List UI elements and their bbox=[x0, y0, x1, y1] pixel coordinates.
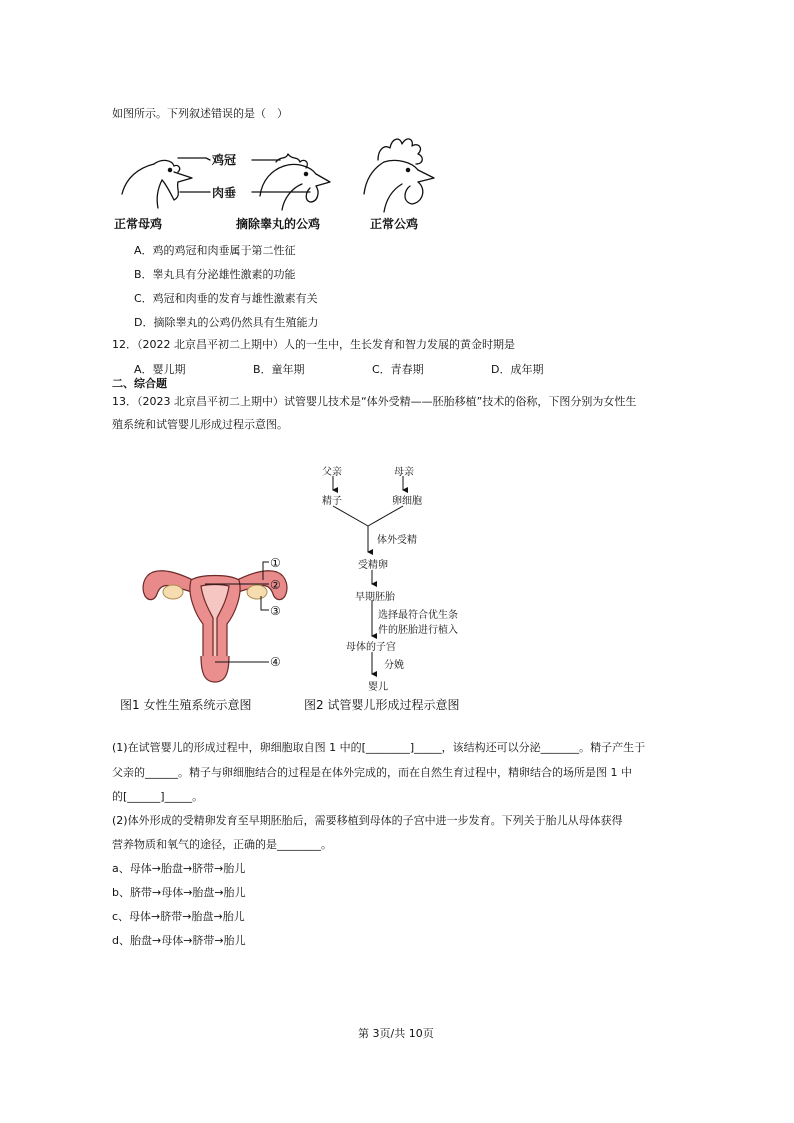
flow-selection-line2: 件的胚胎进行植入 bbox=[378, 625, 458, 636]
q12-option-b: B．童年期 bbox=[253, 363, 305, 376]
flow-fertilization: 体外受精 bbox=[377, 535, 417, 546]
capon-drawing bbox=[260, 154, 330, 210]
choice-c: c、母体→脐带→胎盘→胎儿 bbox=[112, 910, 245, 923]
marker-2: ② bbox=[270, 578, 281, 592]
q12-option-a: A．婴儿期 bbox=[134, 363, 186, 376]
sub1-line2: 父亲的______。精子与卵细胞结合的过程是在体外完成的，而在自然生育过程中，精卵结合的场所是图 1 中 bbox=[112, 766, 632, 779]
caption-hen: 正常母鸡 bbox=[114, 217, 163, 231]
flow-egg: 卵细胞 bbox=[392, 496, 422, 507]
q12-option-d: D．成年期 bbox=[491, 363, 544, 376]
label-comb: 鸡冠 bbox=[212, 153, 237, 167]
q11-option-a: A．鸡的鸡冠和肉垂属于第二性征 bbox=[134, 244, 296, 257]
flow-mother: 母亲 bbox=[394, 467, 414, 478]
flow-selection-line1: 选择最符合优生条 bbox=[378, 610, 458, 621]
hen-drawing bbox=[122, 160, 192, 208]
caption-rooster: 正常公鸡 bbox=[370, 217, 419, 231]
marker-3: ③ bbox=[270, 604, 281, 618]
section-heading: 二、综合题 bbox=[112, 377, 167, 390]
sub1-line3: 的[______]_____。 bbox=[112, 790, 204, 803]
choice-a: a、母体→胎盘→脐带→胎儿 bbox=[112, 862, 246, 875]
question-12-stem: 12．（2022 北京昌平初二上期中）人的一生中，生长发育和智力发展的黄金时期是 bbox=[112, 338, 515, 351]
flow-uterus: 母体的子宫 bbox=[346, 642, 396, 653]
label-wattle: 肉垂 bbox=[212, 186, 237, 200]
page-footer: 第 3页/共 10页 bbox=[358, 1027, 434, 1040]
flow-zygote: 受精卵 bbox=[358, 560, 388, 571]
marker-4: ④ bbox=[270, 655, 281, 669]
flow-delivery: 分娩 bbox=[384, 660, 404, 671]
choice-d: d、胎盘→母体→脐带→胎儿 bbox=[112, 934, 246, 947]
question-13-stem-line2: 殖系统和试管婴儿形成过程示意图。 bbox=[112, 418, 288, 431]
figure-2-caption: 图2 试管婴儿形成过程示意图 bbox=[304, 698, 460, 712]
sub2-line1: (2)体外形成的受精卵发育至早期胚胎后，需要移植到母体的子宫中进一步发育。下列关于胎儿从母体获得 bbox=[112, 814, 623, 827]
flow-father: 父亲 bbox=[322, 467, 342, 478]
flow-embryo: 早期胚胎 bbox=[355, 592, 395, 603]
sub1-line1: (1)在试管婴儿的形成过程中，卵细胞取自图 1 中的[________]_____，该结构还可以分泌_______。精子产生于 bbox=[112, 741, 646, 754]
rooster-drawing bbox=[364, 139, 434, 212]
choice-b: b、脐带→母体→胎盘→胎儿 bbox=[112, 886, 246, 899]
marker-1: ① bbox=[270, 556, 281, 570]
question-11-stem: 如图所示。下列叙述错误的是（ ） bbox=[112, 107, 288, 120]
flow-sperm: 精子 bbox=[322, 496, 342, 507]
q11-option-c: C．鸡冠和肉垂的发育与雄性激素有关 bbox=[134, 292, 318, 305]
figure-1-caption: 图1 女性生殖系统示意图 bbox=[120, 698, 252, 712]
q11-option-b: B．睾丸具有分泌雄性激素的功能 bbox=[134, 268, 296, 281]
sub2-line2: 营养物质和氧气的途径，正确的是________。 bbox=[112, 838, 332, 851]
q12-option-c: C．青春期 bbox=[372, 363, 424, 376]
question-13-stem-line1: 13．（2023 北京昌平初二上期中）试管婴儿技术是“体外受精——胚胎移植”技术的俗称，下图分别为女性生 bbox=[112, 395, 637, 408]
caption-capon: 摘除睾丸的公鸡 bbox=[236, 217, 321, 231]
q11-option-d: D．摘除睾丸的公鸡仍然具有生殖能力 bbox=[134, 316, 319, 329]
flow-baby: 婴儿 bbox=[368, 682, 388, 693]
